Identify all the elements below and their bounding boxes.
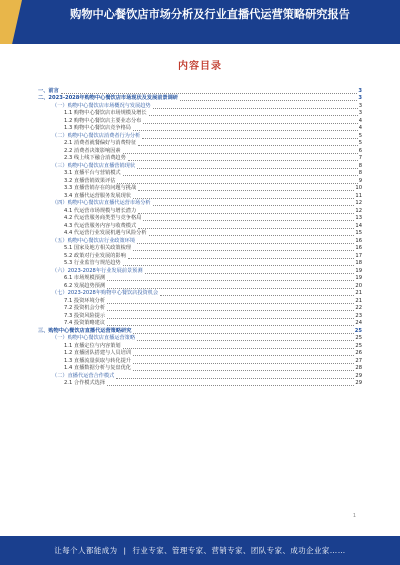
toc-entry-page: 27 — [355, 357, 362, 364]
toc-leader-dots — [137, 243, 354, 244]
toc-entry-label: （三）购物中心餐饮店直播营销现状 — [52, 162, 136, 169]
toc-leader-dots — [128, 160, 358, 161]
report-footer — [0, 536, 400, 565]
toc-entry-page: 25 — [354, 327, 362, 334]
table-of-contents — [38, 87, 362, 387]
toc-entry[interactable] — [38, 282, 362, 290]
toc-entry-page: 13 — [355, 215, 362, 221]
toc-entry-label: （六）2023-2028年行业发展前景预测 — [52, 267, 143, 274]
toc-entry-page: 5 — [358, 132, 362, 139]
toc-entry-page: 3 — [358, 87, 362, 94]
footer-slogan-tagline: 行业专家、管理专家、营销专家、团队专家、成功企业家…… — [132, 546, 346, 555]
toc-entry[interactable] — [38, 102, 362, 110]
toc-leader-dots — [116, 378, 354, 379]
toc-entry-page: 11 — [355, 192, 362, 199]
toc-entry-label: （二）直播代运营合作模式 — [52, 372, 115, 379]
toc-entry[interactable] — [38, 237, 362, 245]
toc-entry-page: 21 — [355, 290, 362, 296]
toc-entry-page: 29 — [355, 372, 362, 379]
toc-entry-page: 25 — [355, 342, 362, 349]
toc-leader-dots — [142, 138, 357, 139]
toc-entry[interactable] — [38, 155, 362, 163]
toc-entry[interactable] — [38, 132, 362, 140]
toc-leader-dots — [133, 363, 354, 364]
toc-entry[interactable] — [38, 230, 362, 238]
toc-leader-dots — [133, 370, 354, 371]
toc-entry[interactable] — [38, 87, 362, 95]
toc-entry[interactable] — [38, 327, 362, 335]
toc-leader-dots — [138, 190, 354, 191]
toc-leader-dots — [107, 310, 354, 311]
toc-leader-dots — [153, 205, 355, 206]
toc-entry[interactable] — [38, 125, 362, 133]
toc-entry[interactable] — [38, 372, 362, 380]
toc-leader-dots — [123, 348, 355, 349]
toc-entry-page: 21 — [355, 297, 362, 304]
toc-entry[interactable] — [38, 297, 362, 305]
toc-entry-page: 23 — [355, 312, 362, 319]
toc-leader-dots — [180, 100, 357, 101]
toc-entry-page: 3 — [358, 102, 362, 109]
report-header — [0, 0, 400, 44]
toc-entry-label: 三、购物中心餐饮店直播代运营策略研究 — [38, 327, 132, 334]
toc-entry-label: （一）购物中心餐饮店直播运营策略 — [52, 335, 136, 341]
toc-entry-page: 20 — [355, 282, 362, 289]
toc-entry[interactable] — [38, 335, 362, 343]
toc-entry-page: 4 — [358, 125, 362, 131]
toc-entry-page: 9 — [358, 177, 362, 184]
toc-entry[interactable] — [38, 357, 362, 365]
toc-leader-dots — [137, 168, 358, 169]
toc-entry-label: （二）购物中心餐饮店消费者行为分析 — [52, 132, 141, 139]
page-number: 1 — [352, 513, 356, 519]
toc-entry-label: 6.2 发展趋势预测 — [64, 282, 106, 289]
toc-leader-dots — [138, 228, 354, 229]
toc-entry[interactable] — [38, 350, 362, 358]
toc-entry[interactable] — [38, 177, 362, 185]
toc-entry-label: 1.1 直播定位与内容策划 — [64, 342, 121, 349]
toc-entry-label: 7.1 投资环境分析 — [64, 297, 106, 304]
toc-entry-page: 12 — [355, 207, 362, 214]
toc-entry-label: 3.1 直播平台与营销模式 — [64, 170, 121, 176]
toc-leader-dots — [128, 258, 355, 259]
toc-entry[interactable] — [38, 380, 362, 388]
toc-entry[interactable] — [38, 110, 362, 118]
toc-entry-label: 3.2 直播营销效果评估 — [64, 177, 116, 184]
toc-entry-page: 3 — [358, 95, 362, 101]
toc-entry-label: 1.2 直播团队搭建与人员培训 — [64, 350, 131, 356]
toc-leader-dots — [143, 123, 357, 124]
toc-entry[interactable] — [38, 117, 362, 125]
toc-leader-dots — [107, 318, 354, 319]
toc-leader-dots — [138, 145, 358, 146]
toc-entry[interactable] — [38, 170, 362, 178]
toc-leader-dots — [133, 333, 353, 334]
toc-entry[interactable] — [38, 185, 362, 193]
toc-entry[interactable] — [38, 305, 362, 313]
toc-entry-page: 8 — [358, 170, 362, 176]
toc-entry[interactable] — [38, 162, 362, 170]
toc-leader-dots — [61, 93, 358, 94]
toc-leader-dots — [133, 250, 354, 251]
toc-entry[interactable] — [38, 342, 362, 350]
toc-entry-label: 4.2 代运营服务商类型与竞争格局 — [64, 215, 142, 221]
header-accent-shape — [0, 0, 22, 44]
footer-separator: | — [123, 546, 127, 555]
toc-entry[interactable] — [38, 245, 362, 253]
toc-entry-page: 7 — [358, 155, 362, 161]
toc-entry[interactable] — [38, 290, 362, 298]
footer-slogan-lead: 让每个人都能成为 — [54, 546, 118, 555]
toc-entry-page: 26 — [355, 350, 362, 356]
toc-entry-page: 6 — [358, 147, 362, 154]
toc-entry-page: 14 — [355, 222, 362, 229]
toc-entry-label: 1.4 直播数据分析与复盘优化 — [64, 365, 131, 371]
toc-entry-page: 19 — [355, 275, 362, 281]
toc-entry-label: （一）购物中心餐饮店市场概况与发展趋势 — [52, 102, 151, 109]
toc-entry-page: 22 — [355, 305, 362, 311]
toc-entry-page: 16 — [355, 237, 362, 244]
toc-leader-dots — [149, 115, 358, 116]
toc-entry-label: 4.1 代运营市场规模与增长潜力 — [64, 207, 137, 214]
toc-leader-dots — [160, 295, 354, 296]
toc-entry-label: 一、前言 — [38, 87, 59, 94]
toc-entry-label: 4.3 代运营服务内容与收费模式 — [64, 222, 137, 229]
toc-entry-label: 1.1 购物中心餐饮店市场规模及增长 — [64, 110, 147, 116]
toc-entry[interactable] — [38, 320, 362, 328]
toc-leader-dots — [107, 303, 354, 304]
toc-entry-label: 1.3 直播流量获取与转化提升 — [64, 357, 131, 364]
toc-entry[interactable] — [38, 207, 362, 215]
toc-entry-label: 二、2023-2028年购物中心餐饮店市场现状及发展前景调研 — [38, 95, 178, 101]
toc-leader-dots — [149, 235, 355, 236]
toc-leader-dots — [145, 273, 355, 274]
toc-entry-page: 28 — [355, 365, 362, 371]
toc-entry-page: 5 — [358, 140, 362, 146]
toc-entry-label: 2.1 消费者就餐偏好与消费特征 — [64, 140, 137, 146]
toc-entry[interactable] — [38, 275, 362, 283]
toc-entry-label: （七）2023-2028年购物中心餐饮店投资机会 — [52, 290, 159, 296]
toc-leader-dots — [123, 153, 358, 154]
toc-entry[interactable] — [38, 365, 362, 373]
toc-entry[interactable] — [38, 200, 362, 208]
toc-leader-dots — [143, 220, 354, 221]
toc-entry-label: 7.2 投资机会分析 — [64, 305, 106, 311]
toc-entry-label: 3.4 直播代运营服务发展现状 — [64, 192, 131, 199]
toc-leader-dots — [117, 183, 357, 184]
toc-entry[interactable] — [38, 267, 362, 275]
report-title: 购物中心餐饮店市场分析及行业直播代运营策略研究报告 — [70, 8, 350, 21]
toc-leader-dots — [123, 265, 355, 266]
toc-entry-page: 25 — [355, 335, 362, 341]
toc-entry-label: 2.3 线上线下融合消费趋势 — [64, 155, 126, 161]
toc-entry-label: （四）购物中心餐饮店直播代运营市场分析 — [52, 200, 151, 206]
toc-leader-dots — [107, 288, 354, 289]
toc-entry[interactable] — [38, 222, 362, 230]
toc-entry-label: 5.3 行业监管与规范趋势 — [64, 260, 121, 266]
toc-entry-page: 15 — [355, 230, 362, 236]
toc-entry[interactable] — [38, 147, 362, 155]
toc-entry-label: 5.2 政策对行业发展的影响 — [64, 252, 126, 259]
toc-entry-label: 3.3 直播营销存在的问题与挑战 — [64, 185, 137, 191]
toc-entry-label: 1.3 购物中心餐饮店竞争格局 — [64, 125, 131, 131]
toc-entry-label: 4.4 代运营行业发展机遇与风险分析 — [64, 230, 147, 236]
toc-entry[interactable] — [38, 140, 362, 148]
toc-entry-label: 2.1 合作模式选择 — [64, 380, 106, 386]
toc-entry[interactable] — [38, 312, 362, 320]
toc-entry-page: 17 — [355, 252, 362, 259]
toc-entry-page: 29 — [355, 380, 362, 386]
toc-leader-dots — [133, 198, 354, 199]
toc-entry[interactable] — [38, 260, 362, 268]
toc-entry-page: 10 — [355, 185, 362, 191]
toc-leader-dots — [137, 340, 354, 341]
toc-entry-label: 7.3 投资风险提示 — [64, 312, 106, 319]
toc-leader-dots — [107, 385, 354, 386]
toc-leader-dots — [133, 355, 354, 356]
toc-leader-dots — [123, 175, 358, 176]
toc-entry[interactable] — [38, 95, 362, 103]
toc-entry-label: 7.4 投资策略建议 — [64, 320, 106, 326]
toc-entry-page: 3 — [358, 110, 362, 116]
toc-entry-page: 4 — [358, 117, 362, 124]
toc-entry-label: 2.2 消费者决策影响因素 — [64, 147, 121, 154]
toc-entry-page: 19 — [355, 267, 362, 274]
toc-entry-page: 12 — [355, 200, 362, 206]
toc-heading: 内容目录 — [178, 61, 222, 72]
toc-entry-page: 8 — [358, 162, 362, 169]
toc-entry-label: 6.1 市场规模预测 — [64, 275, 106, 281]
toc-leader-dots — [138, 213, 354, 214]
toc-entry[interactable] — [38, 252, 362, 260]
toc-entry-label: （五）购物中心餐饮店行业政策环境 — [52, 237, 136, 244]
toc-entry-page: 16 — [355, 245, 362, 251]
toc-entry-label: 5.1 国家及地方相关政策梳理 — [64, 245, 131, 251]
footer-slogan — [0, 545, 400, 556]
toc-entry[interactable] — [38, 215, 362, 223]
toc-entry-label: 1.2 购物中心餐饮店主要业态分布 — [64, 117, 142, 124]
toc-entry-page: 24 — [355, 320, 362, 326]
toc-leader-dots — [153, 108, 358, 109]
toc-entry[interactable] — [38, 192, 362, 200]
toc-leader-dots — [107, 280, 354, 281]
toc-leader-dots — [107, 325, 354, 326]
toc-entry-page: 18 — [355, 260, 362, 266]
toc-leader-dots — [133, 130, 358, 131]
